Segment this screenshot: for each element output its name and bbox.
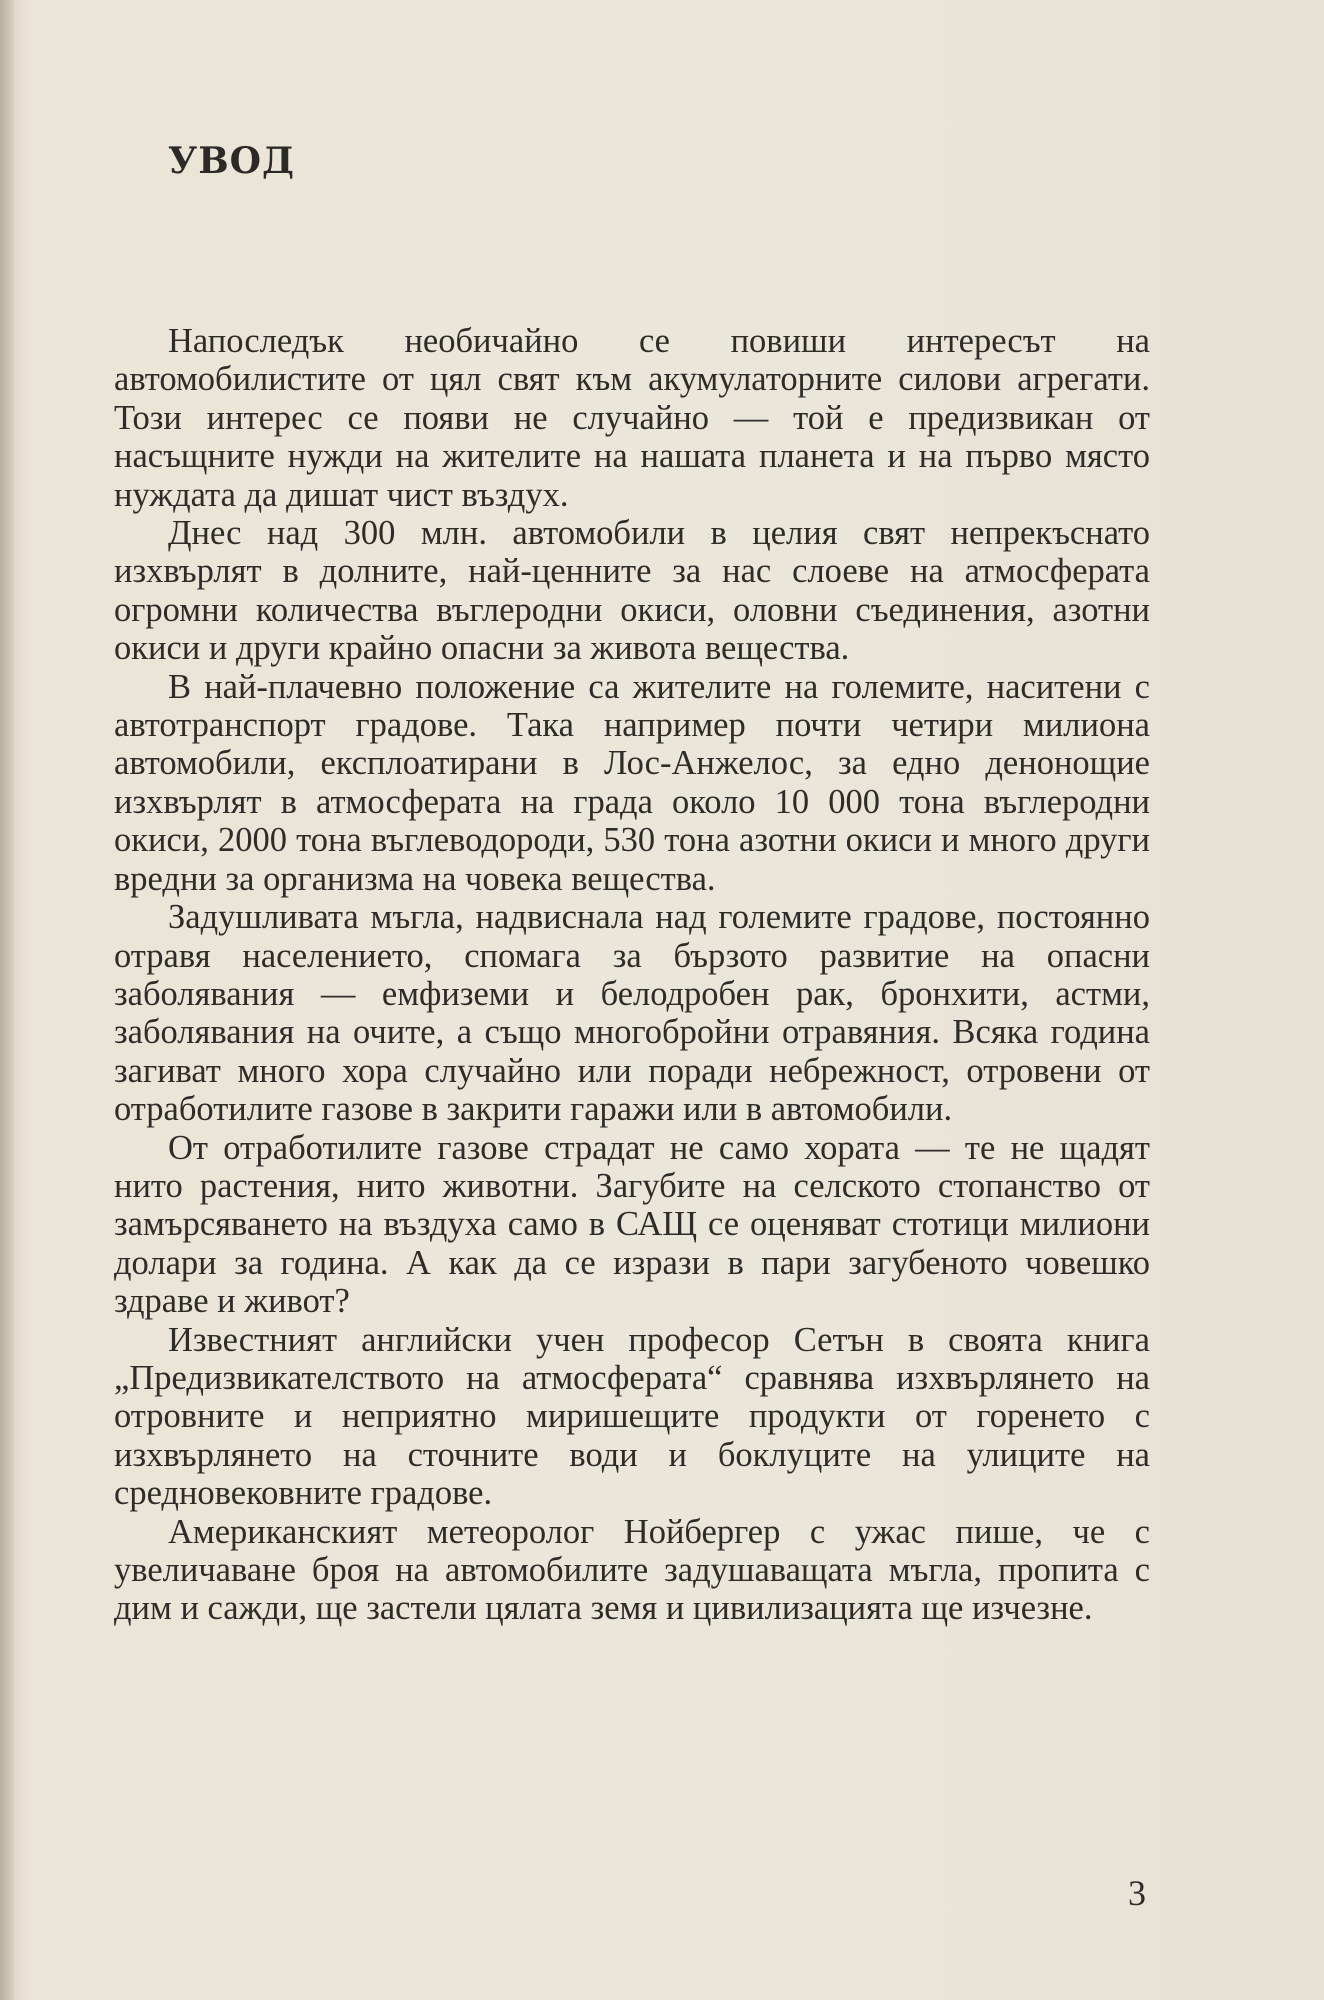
paragraph: В най-плачевно положение са жителите на големите, наситени с автотранспорт градове. Така например почти четири милиона автомобили, експлоатирани в Лос-Анжелос, за едно денонощие изхвърлят в атмосферата на града около 10 000 тона въглеродни окиси, 2000 тона въглеводороди, 530 тона азотни окиси и много други вредни за организма на човека вещества. (114, 667, 1150, 898)
body-text (114, 322, 1150, 1628)
paragraph: Напоследък необичайно се повиши интересът на автомобилистите от цял свят към акумулаторните силови агрегати. Този интерес се появи не случайно — той е предизвикан от насъщните нужди на жителите на нашата планета и на първо място нуждата да дишат чист въздух. (114, 322, 1150, 514)
page-number: 3 (1128, 1873, 1146, 1913)
paragraph: От отработилите газове страдат не само хората — те не щадят нито растения, нито животни. Загубите на селското стопанство от замърсяването на въздуха само в САЩ се оценяват стотици милиони долари за година. А как да се изрази в пари загубеното човешко здраве и живот? (114, 1128, 1150, 1321)
paragraph: Задушливата мъгла, надвиснала над големите градове, постоянно отравя населението, спомага за бързото развитие на опасни заболявания — емфиземи и белодробен рак, бронхити, астми, заболявания на очите, а също многобройни отравяния. Всяка година загиват много хора случайно или поради небрежност, отровени от отработилите газове в закрити гаражи или в автомобили. (114, 898, 1150, 1129)
page-binding-edge (0, 0, 14, 2000)
paragraph: Известният английски учен професор Сетън в своята книга „Предизвикателството на атмосферата“ сравнява изхвърлянето на отровните и неприятно миришещите продукти от горенето с изхвърлянето на сточните води и боклуците на улиците на средновековните градове. (114, 1320, 1150, 1513)
chapter-heading: УВОД (168, 140, 296, 182)
paragraph: Днес над 300 млн. автомобили в целия свят непрекъснато изхвърлят в долните, най-ценните за нас слоеве на атмосферата огромни количества въглеродни окиси, оловни съединения, азотни окиси и други крайно опасни за живота вещества. (114, 514, 1150, 668)
paragraph: Американският метеоролог Нойбергер с ужас пише, че с увеличаване броя на автомобилите задушаващата мъгла, пропита с дим и сажди, ще застели цялата земя и цивилизацията ще изчезне. (114, 1512, 1150, 1628)
